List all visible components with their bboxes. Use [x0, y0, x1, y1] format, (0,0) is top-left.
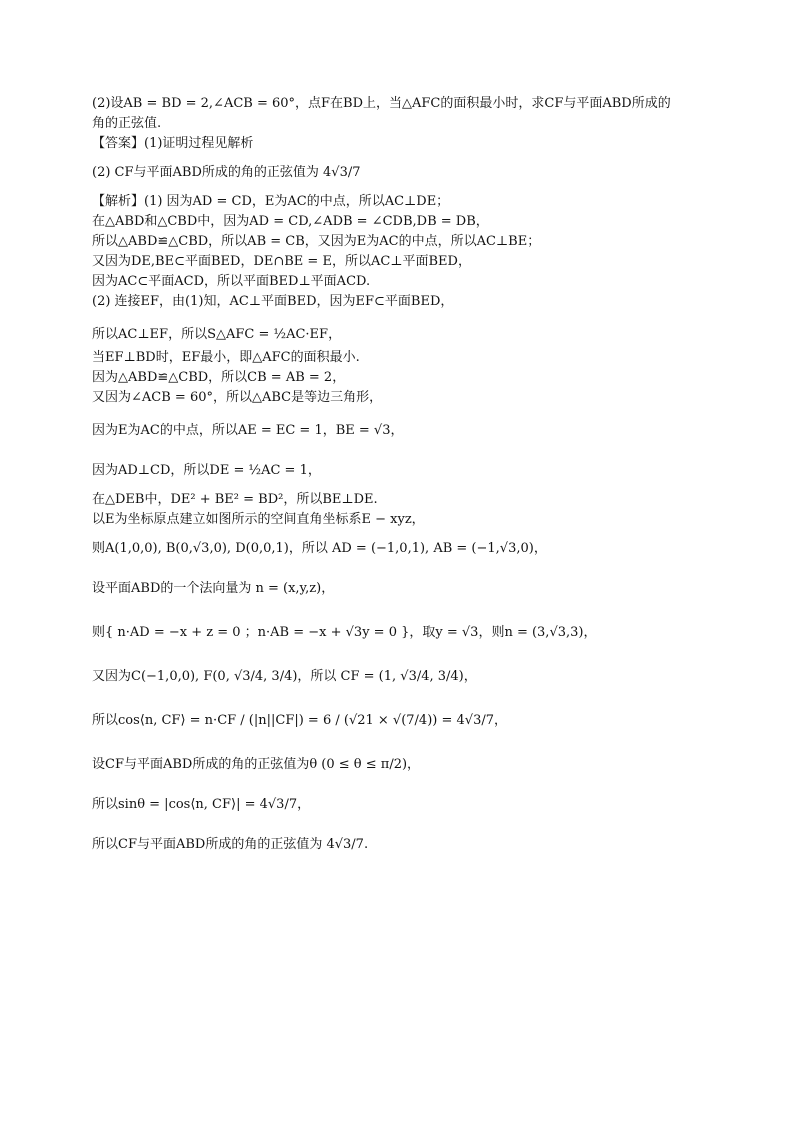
answer-heading: 【答案】(1)证明过程见解析 [92, 136, 254, 151]
answer-part-2: (2) CF与平面ABD所成的角的正弦值为 4√3/7 [92, 165, 361, 180]
analysis-line: 设平面ABD的一个法向量为 n = (x,y,z)， [92, 581, 335, 596]
question-line-1: (2)设AB = BD = 2,∠ACB = 60°，点F在BD上，当△AFC的面积最小时，求CF与平面ABD所成的 [92, 96, 671, 111]
analysis-line: 设CF与平面ABD所成的角的正弦值为θ (0 ≤ θ ≤ π/2)， [92, 757, 421, 772]
analysis-line: 因为E为AC的中点，所以AE = EC = 1，BE = √3， [92, 423, 404, 438]
analysis-line: 【解析】(1) 因为AD = CD，E为AC的中点，所以AC⊥DE； [92, 194, 450, 209]
analysis-line: 以E为坐标原点建立如图所示的空间直角坐标系E − xyz， [92, 512, 425, 527]
question-line-2: 角的正弦值. [92, 116, 162, 131]
analysis-line: 所以sinθ = |cos⟨n, CF⟩| = 4√3/7， [92, 797, 311, 812]
analysis-line: 又因为C(−1,0,0), F(0, √3/4, 3/4)，所以 CF = (1, √3/4, 3/4)， [92, 669, 477, 684]
analysis-line: 因为△ABD≌△CBD，所以CB = AB = 2， [92, 370, 346, 385]
analysis-line: 所以cos⟨n, CF⟩ = n·CF / (|n||CF|) = 6 / (√21 × √(7/4)) = 4√3/7， [92, 713, 507, 728]
solution-text [92, 94, 712, 858]
analysis-line: 又因为DE,BE⊂平面BED，DE∩BE = E，所以AC⊥平面BED， [92, 254, 471, 269]
final-conclusion: 所以CF与平面ABD所成的角的正弦值为 4√3/7. [92, 837, 369, 852]
analysis-line: 因为AC⊂平面ACD，所以平面BED⊥平面ACD. [92, 274, 371, 289]
analysis-line: 又因为∠ACB = 60°，所以△ABC是等边三角形， [92, 390, 383, 405]
analysis-line: 当EF⊥BD时，EF最小，即△AFC的面积最小. [92, 350, 360, 365]
analysis-line: 在△DEB中，DE² + BE² = BD²，所以BE⊥DE. [92, 492, 378, 507]
analysis-line: 在△ABD和△CBD中，因为AD = CD,∠ADB = ∠CDB,DB = DB， [92, 214, 489, 229]
analysis-line: (2) 连接EF，由(1)知，AC⊥平面BED，因为EF⊂平面BED， [92, 294, 454, 309]
analysis-line: 所以△ABD≌△CBD，所以AB = CB，又因为E为AC的中点，所以AC⊥BE； [92, 234, 541, 249]
analysis-line: 所以AC⊥EF，所以S△AFC = ½AC·EF， [92, 327, 342, 342]
analysis-line: 则{ n·AD = −x + z = 0 ；n·AB = −x + √3y = 0 }，取y = √3，则n = (3,√3,3)， [92, 625, 597, 640]
analysis-line: 因为AD⊥CD，所以DE = ½AC = 1， [92, 463, 321, 478]
analysis-line: 则A(1,0,0), B(0,√3,0), D(0,0,1)，所以 AD = (−1,0,1), AB = (−1,√3,0)， [92, 541, 547, 556]
